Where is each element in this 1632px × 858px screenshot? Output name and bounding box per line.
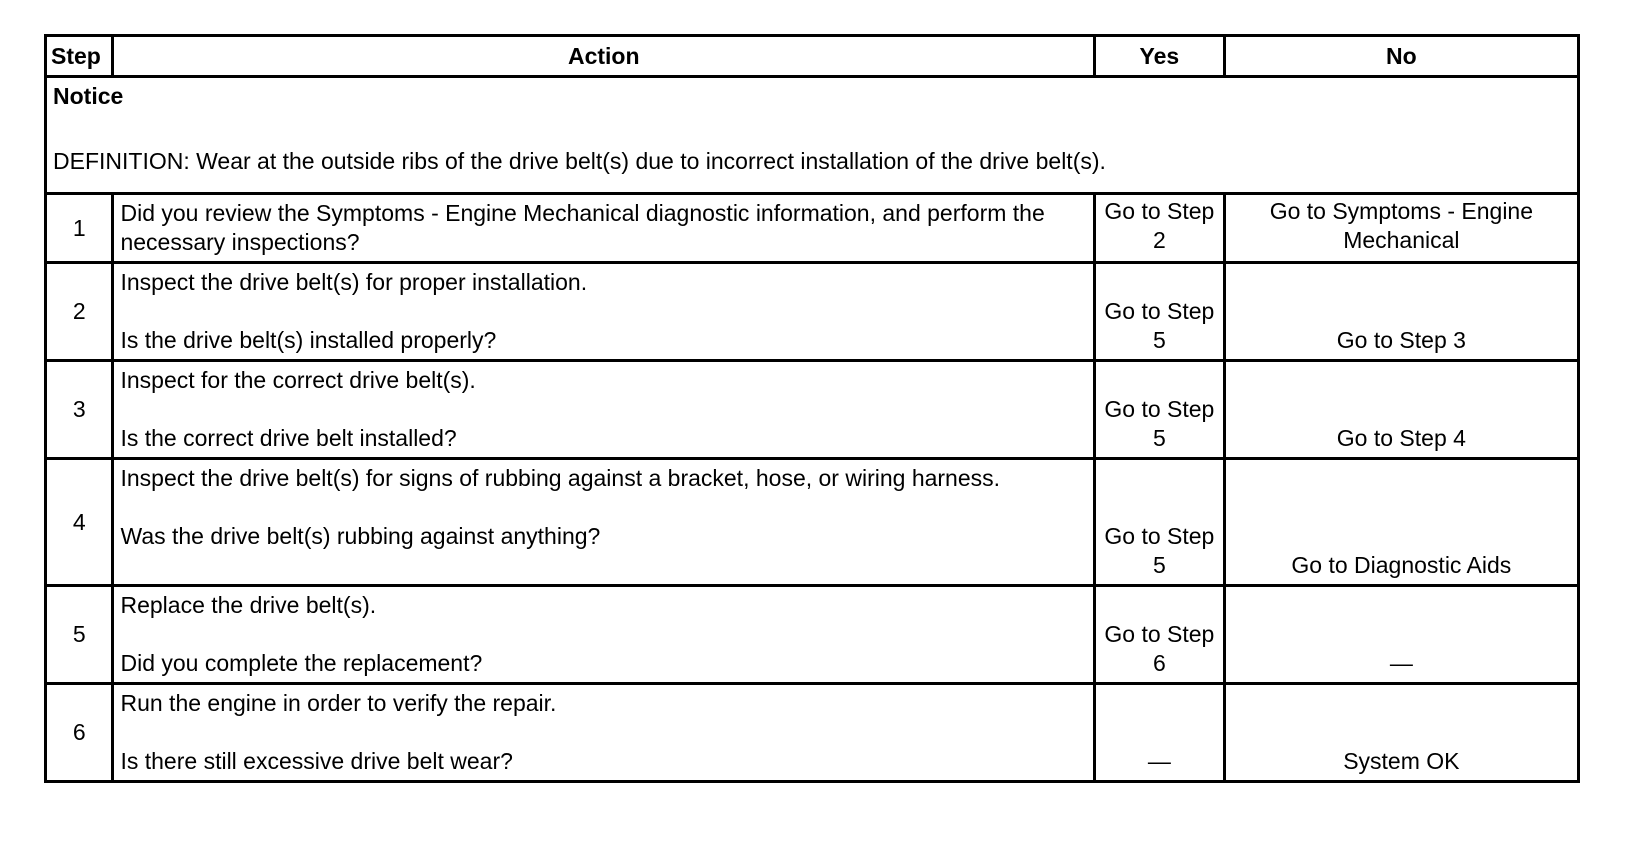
action-cell [113,586,1095,684]
yes-cell: Go to Step 2 [1095,194,1225,263]
action-cell [113,194,1095,263]
no-cell: Go to Diagnostic Aids [1224,459,1578,586]
action-question: Is there still excessive drive belt wear? [120,748,513,774]
no-cell: Go to Step 4 [1224,361,1578,459]
step-number: 4 [46,459,113,586]
action-text: Run the engine in order to verify the repair. [120,690,557,716]
step-number: 6 [46,684,113,782]
yes-cell: Go to Step 6 [1095,586,1225,684]
notice-cell [46,77,1579,194]
diagnostic-table [44,34,1580,783]
header-yes: Yes [1095,36,1225,77]
action-cell [113,684,1095,782]
header-no: No [1224,36,1578,77]
yes-cell: Go to Step 5 [1095,263,1225,361]
header-step: Step [46,36,113,77]
yes-cell: Go to Step 5 [1095,459,1225,586]
action-text: Replace the drive belt(s). [120,592,377,618]
table-row [46,459,1579,586]
notice-row [46,77,1579,194]
action-cell [113,361,1095,459]
yes-cell: — [1095,684,1225,782]
no-cell: Go to Step 3 [1224,263,1578,361]
step-number: 2 [46,263,113,361]
action-text: Inspect for the correct drive belt(s). [120,367,476,393]
table-row [46,586,1579,684]
table-row [46,263,1579,361]
action-text: Inspect the drive belt(s) for proper installation. [120,269,588,295]
no-cell: System OK [1224,684,1578,782]
no-cell: — [1224,586,1578,684]
action-cell [113,459,1095,586]
action-question: Was the drive belt(s) rubbing against anything? [120,523,601,549]
action-cell [113,263,1095,361]
action-text: Did you review the Symptoms - Engine Mechanical diagnostic information, and perform the necessary inspections? [120,200,1045,255]
action-question: Is the correct drive belt installed? [120,425,457,451]
action-question: Is the drive belt(s) installed properly? [120,327,497,353]
no-cell: Go to Symptoms - Engine Mechanical [1224,194,1578,263]
notice-definition: DEFINITION: Wear at the outside ribs of the drive belt(s) due to incorrect installation of the drive belt(s). [53,148,1106,174]
table-row [46,361,1579,459]
header-row [46,36,1579,77]
header-action: Action [113,36,1095,77]
step-number: 3 [46,361,113,459]
step-number: 5 [46,586,113,684]
yes-cell: Go to Step 5 [1095,361,1225,459]
notice-title: Notice [53,83,124,109]
action-question: Did you complete the replacement? [120,650,483,676]
table-row [46,194,1579,263]
step-number: 1 [46,194,113,263]
action-text: Inspect the drive belt(s) for signs of rubbing against a bracket, hose, or wiring harness. [120,465,1001,491]
table-row [46,684,1579,782]
